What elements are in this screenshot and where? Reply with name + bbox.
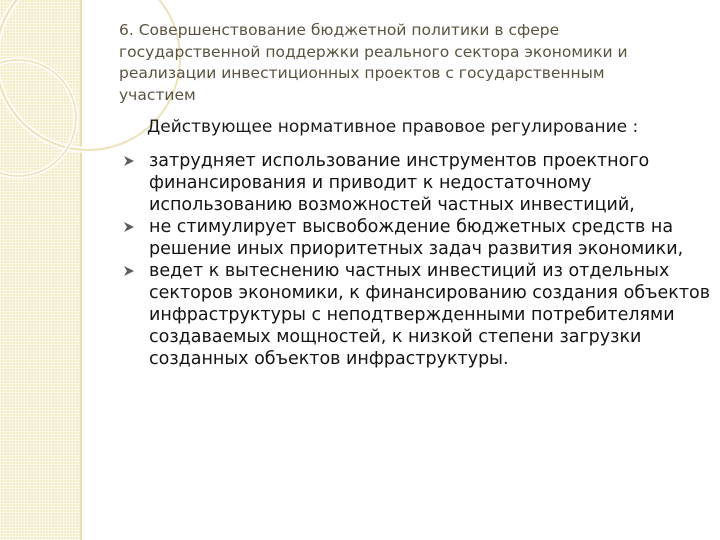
slide-title: 6. Совершенствование бюджетной политики в сфере государственной поддержки реального сектора экономики и реализации инвестиционных проектов с государственным участием xyxy=(119,21,628,104)
bullet-text: затрудняет использование инструментов проектного финансирования и приводит к недостаточному использованию возможностей частных инвестиций, xyxy=(149,151,650,215)
bullet-item xyxy=(123,260,713,370)
arrowhead-bullet-icon xyxy=(123,221,135,233)
arrowhead-bullet-icon xyxy=(123,155,135,167)
bullet-item xyxy=(123,150,713,216)
bullet-text: не стимулирует высвобождение бюджетных средств на решение иных приоритетных задач развития экономики, xyxy=(149,217,684,259)
bullet-list xyxy=(123,150,713,370)
bullet-text: ведет к вытеснению частных инвестиций из отдельных секторов экономики, к финансированию создания объектов инфраструктуры с неподтвержденными потребителями создаваемых мощностей, к низкой степени загрузки созданных объектов инфраструктуры. xyxy=(149,261,711,369)
arrowhead-bullet-icon xyxy=(123,265,135,277)
bullet-item xyxy=(123,216,713,260)
intro-text: Действующее нормативное правовое регулирование : xyxy=(147,117,639,137)
